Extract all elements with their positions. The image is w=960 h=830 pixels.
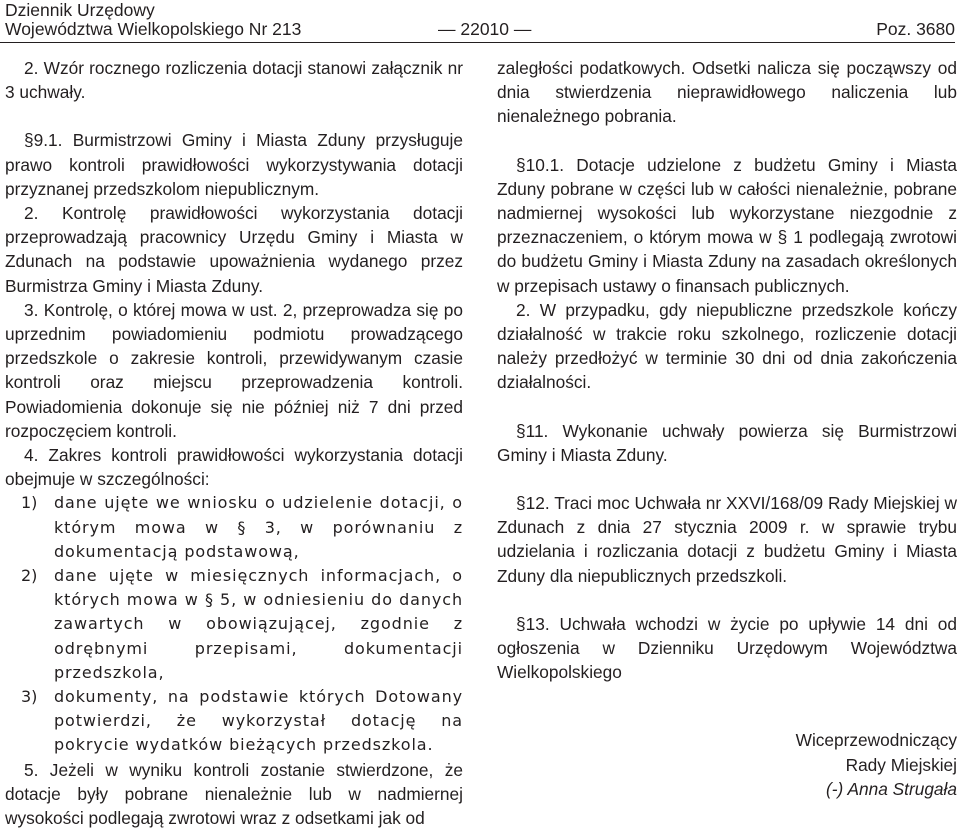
section-9-para-1 (5, 128, 463, 201)
list-item: 3) dokumenty, na podstawie których Dotowany potwierdzi, że wykorzystał dotację na pokrycie wydatków bieżących przedszkola. (21, 687, 463, 755)
section-13 (497, 612, 957, 685)
right-column (497, 56, 957, 801)
section-12-number: §12. (516, 493, 550, 514)
section-10-text: 1. Dotacje udzielone z budżetu Gminy i Miasta Zduny pobrane w części lub w całości nienależnie, pobrane nadmiernej wysokości lub wykorzystane niezgodnie z przeznaczeniem, o którym mowa w § 1 podlegają zwrotowi do budżetu Gminy i Miasta Zduny na zasadach określonych w przepisach ustawy o finansach publicznych. (497, 154, 957, 296)
signatory-role: Wiceprzewodniczący (795, 730, 957, 751)
header-rule (0, 42, 955, 43)
section-9-text: 1. Burmistrzowi Gminy i Miasta Zduny przysługuje prawo kontroli prawidłowości wykorzystywania dotacji przyznanej przedszkolom niepublicznym. (5, 130, 463, 199)
section-10-number: §10. (516, 154, 550, 175)
list-item: 1) dane ujęte we wniosku o udzielenie dotacji, o którym mowa w § 3, w porównaniu z dokumentacją podstawową, (21, 493, 463, 561)
continuation-text: zaległości podatkowych. Odsetki nalicza się począwszy od dnia stwierdzenia nieprawidłowego naliczenia lub nienależnego pobrania. (497, 58, 957, 127)
section-9-para-5: 5. Jeżeli w wyniku kontroli zostanie stwierdzone, że dotacje były pobrane nienależnie lub w nadmiernej wysokości podlegają zwrotowi wraz z odsetkami jak od (5, 759, 463, 829)
page-number: — 22010 — (438, 19, 532, 39)
section-9-para-2: 2. Kontrolę prawidłowości wykorzystania dotacji przeprowadzają pracownicy Urzędu Gminy i Miasta w Zdunach na podstawie upoważnienia wydanego przez Burmistrza Gminy i Miasta Zduny. (5, 203, 463, 296)
page-header (5, 0, 955, 42)
journal-issue: Województwa Wielkopolskiego Nr 213 (5, 19, 302, 39)
journal-title: Dziennik Urzędowy (5, 0, 155, 20)
list-item: 2) dane ujęte w miesięcznych informacjach, o których mowa w § 5, w odniesieniu do danych zawartych w obowiązującej, zgodnie z odrębnymi przepisami, dokumentacji przedszkola, (21, 566, 463, 682)
section-11-text: Wykonanie uchwały powierza się Burmistrzowi Gminy i Miasta Zduny. (497, 420, 957, 465)
signature-block (497, 728, 957, 801)
section-11-number: §11. (516, 420, 549, 441)
left-column (5, 56, 463, 830)
section-9-number: §9. (24, 130, 49, 151)
section-13-number: §13. (516, 613, 550, 634)
section-12 (497, 491, 957, 588)
section-10-para-1 (497, 153, 957, 298)
section-10-para-2: 2. W przypadku, gdy niepubliczne przedszkole kończy działalność w trakcie roku szkolnego, rozliczenie dotacji należy przedłożyć w terminie 30 dni od dnia zakończenia działalności. (497, 299, 957, 393)
position-number: Poz. 3680 (876, 19, 955, 39)
paragraph-attachment: 2. Wzór rocznego rozliczenia dotacji stanowi załącznik nr 3 uchwały. (5, 58, 463, 103)
section-11 (497, 419, 957, 467)
section-9-para-3: 3. Kontrolę, o której mowa w ust. 2, przeprowadza się po uprzednim powiadomieniu podmiotu prowadzącego przedszkole o zakresie kontroli, przewidywanym czasie kontroli oraz miejscu przeprowadzenia kontroli. Powiadomienia dokonuje się nie później niż 7 dni przed rozpoczęciem kontroli. (5, 299, 463, 441)
signatory-body: Rady Miejskiej (845, 754, 957, 775)
signatory-name: (-) Anna Strugała (826, 778, 957, 799)
section-9-para-4: 4. Zakres kontroli prawidłowości wykorzystania dotacji obejmuje w szczególności: (5, 445, 463, 490)
control-scope-list (5, 491, 463, 757)
section-13-text: Uchwała wchodzi w życie po upływie 14 dni od ogłoszenia w Dzienniku Urzędowym Województwa Wielkopolskiego (497, 613, 957, 683)
section-12-text: Traci moc Uchwała nr XXVI/168/09 Rady Miejskiej w Zdunach z dnia 27 stycznia 2009 r. w sprawie trybu udzielania i rozliczania dotacji z budżetu Gminy i Miasta Zduny dla niepublicznych przedszkoli. (497, 493, 957, 586)
